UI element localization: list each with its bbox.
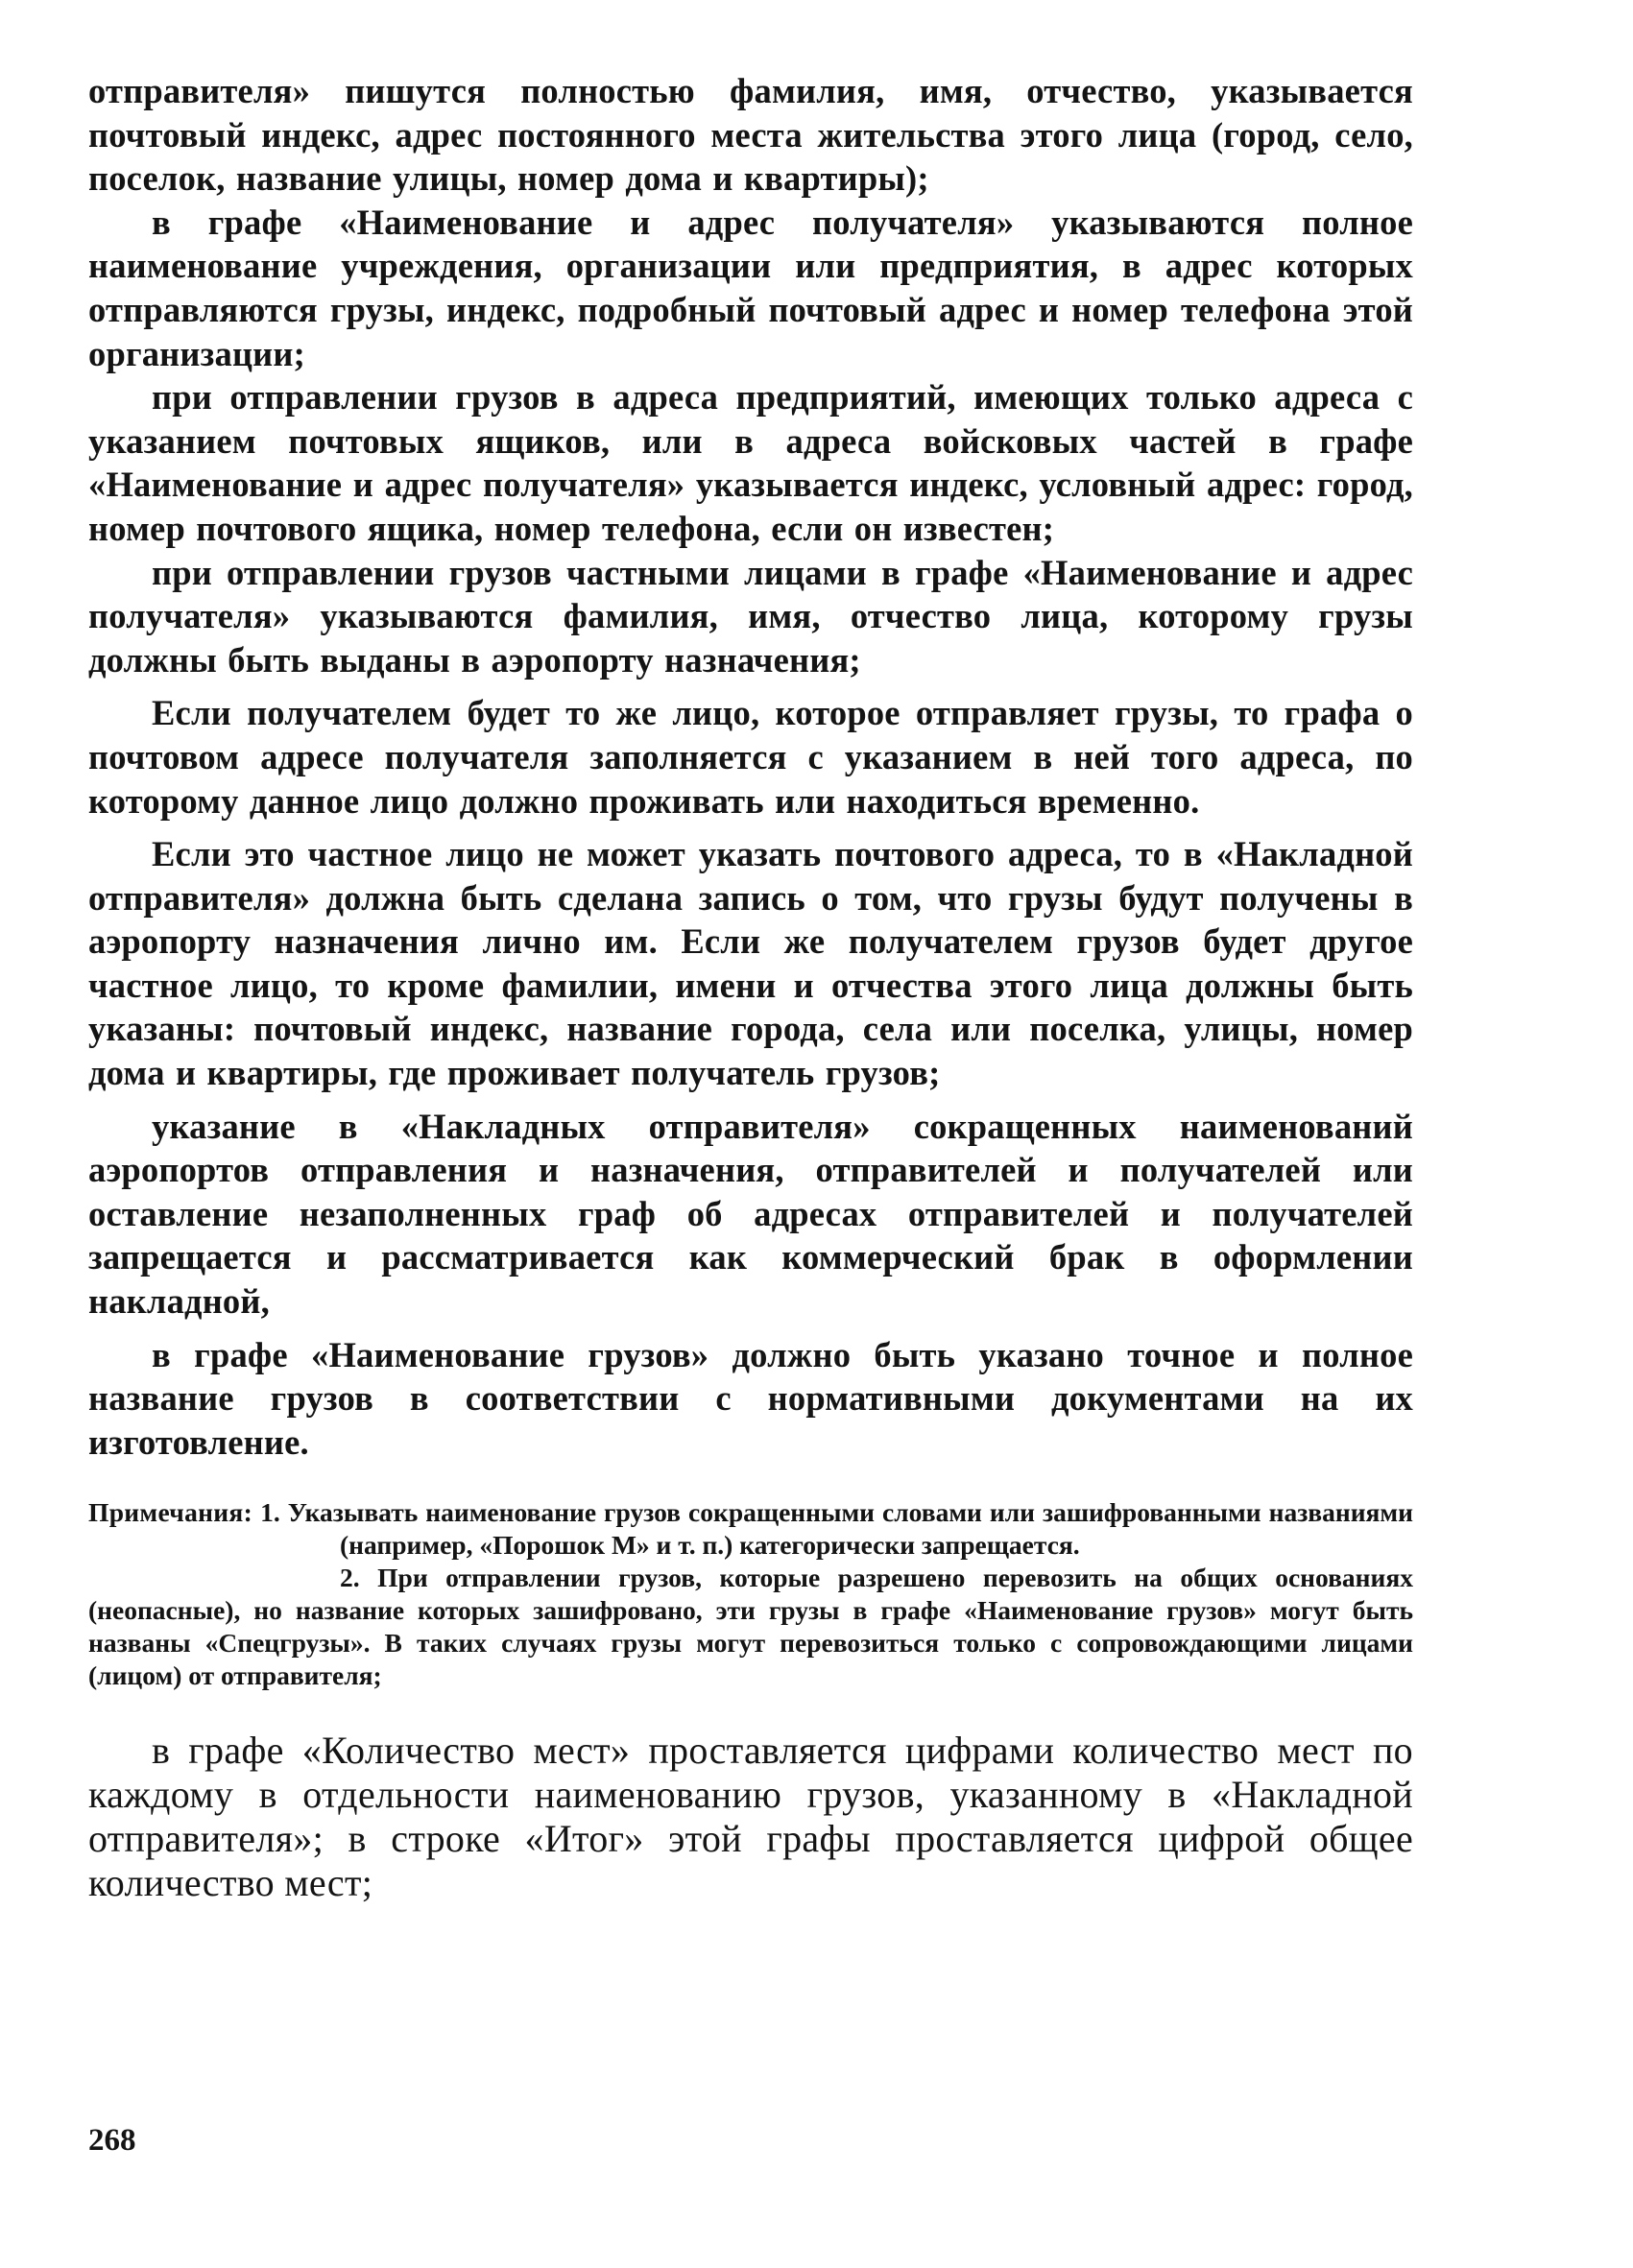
paragraph-private-persons: при отправлении грузов частными лицами в графе «Наименование и адрес получателя» указываются фамилия, имя, отчество лица, которому грузы должны быть выданы в аэропорту назначения; — [88, 552, 1413, 680]
paragraph-abbreviations-prohibited: указание в «Накладных отправителя» сокращенных наименований аэропортов отправления и назначения, отправителей и получателей или оставление незаполненных граф об адресах отправителей и получателей запрещается и рассматривается как коммерческий брак в оформлении накладной, — [88, 1106, 1413, 1322]
paragraph-po-box-addresses: при отправлении грузов в адреса предприятий, имеющих только адреса с указанием почтовых ящиков, или в адреса войсковых частей в графе «Наименование и адрес получателя» указывается индекс, условный адрес: город, номер почтового ящика, номер телефона, если он известен; — [88, 377, 1413, 548]
page-content — [88, 69, 1413, 1944]
paragraph-sender-continuation: отправителя» пишутся полностью фамилия, имя, отчество, указывается почтовый индекс, адрес постоянного места жительства этого лица (город, село, поселок, название улицы, номер дома и квартиры); — [88, 71, 1413, 199]
paragraph-no-postal-address: Если это частное лицо не может указать почтового адреса, то в «Накладной отправителя» должна быть сделана запись о том, что грузы будут получены в аэропорту назначения лично им. Если же получателем грузов будет другое частное лицо, то кроме фамилии, имени и отчества этого лица должны быть указаны: почтовый индекс, название города, села или поселка, улицы, номер дома и квартиры, где проживает получатель грузов; — [88, 834, 1413, 1093]
page-number: 268 — [88, 2123, 136, 2158]
paragraph-quantity-of-pieces: в графе «Количество мест» проставляется цифрами количество мест по каждому в отдельности наименованию грузов, указанному в «Накладной отправителя»; в строке «Итог» этой графы проставляется цифрой общее количество мест; — [88, 1729, 1413, 1905]
paragraph-same-person: Если получателем будет то же лицо, которое отправляет грузы, то графа о почтовом адресе получателя заполняется с указанием в ней того адреса, по которому данное лицо должно проживать или находиться временно. — [88, 693, 1413, 821]
paragraph-recipient-name-address: в графе «Наименование и адрес получателя» указываются полное наименование учреждения, организации или предприятия, в адрес которых отправляются грузы, индекс, подробный почтовый адрес и номер телефона этой организации; — [88, 202, 1413, 373]
notes-label: Примечания: — [88, 1497, 253, 1528]
note-1 — [88, 1496, 1413, 1562]
paragraph-cargo-name: в графе «Наименование грузов» должно быть указано точное и полное название грузов в соответствии с нормативными документами на их изготовление. — [88, 1334, 1413, 1462]
notes-block — [88, 1496, 1413, 1692]
note-1-text: 1. Указывать наименование грузов сокращенными словами или зашифрованными названиями (например, «Порошок М» и т. п.) категорически запрещается. — [260, 1497, 1413, 1561]
note-2: 2. При отправлении грузов, которые разрешено перевозить на общих основаниях (неопасные), но название которых зашифровано, эти грузы в графе «Наименование грузов» могут быть названы «Спецгрузы». В таких случаях грузы могут перевозиться только с сопровождающими лицами (лицом) от отправителя; — [88, 1563, 1413, 1691]
